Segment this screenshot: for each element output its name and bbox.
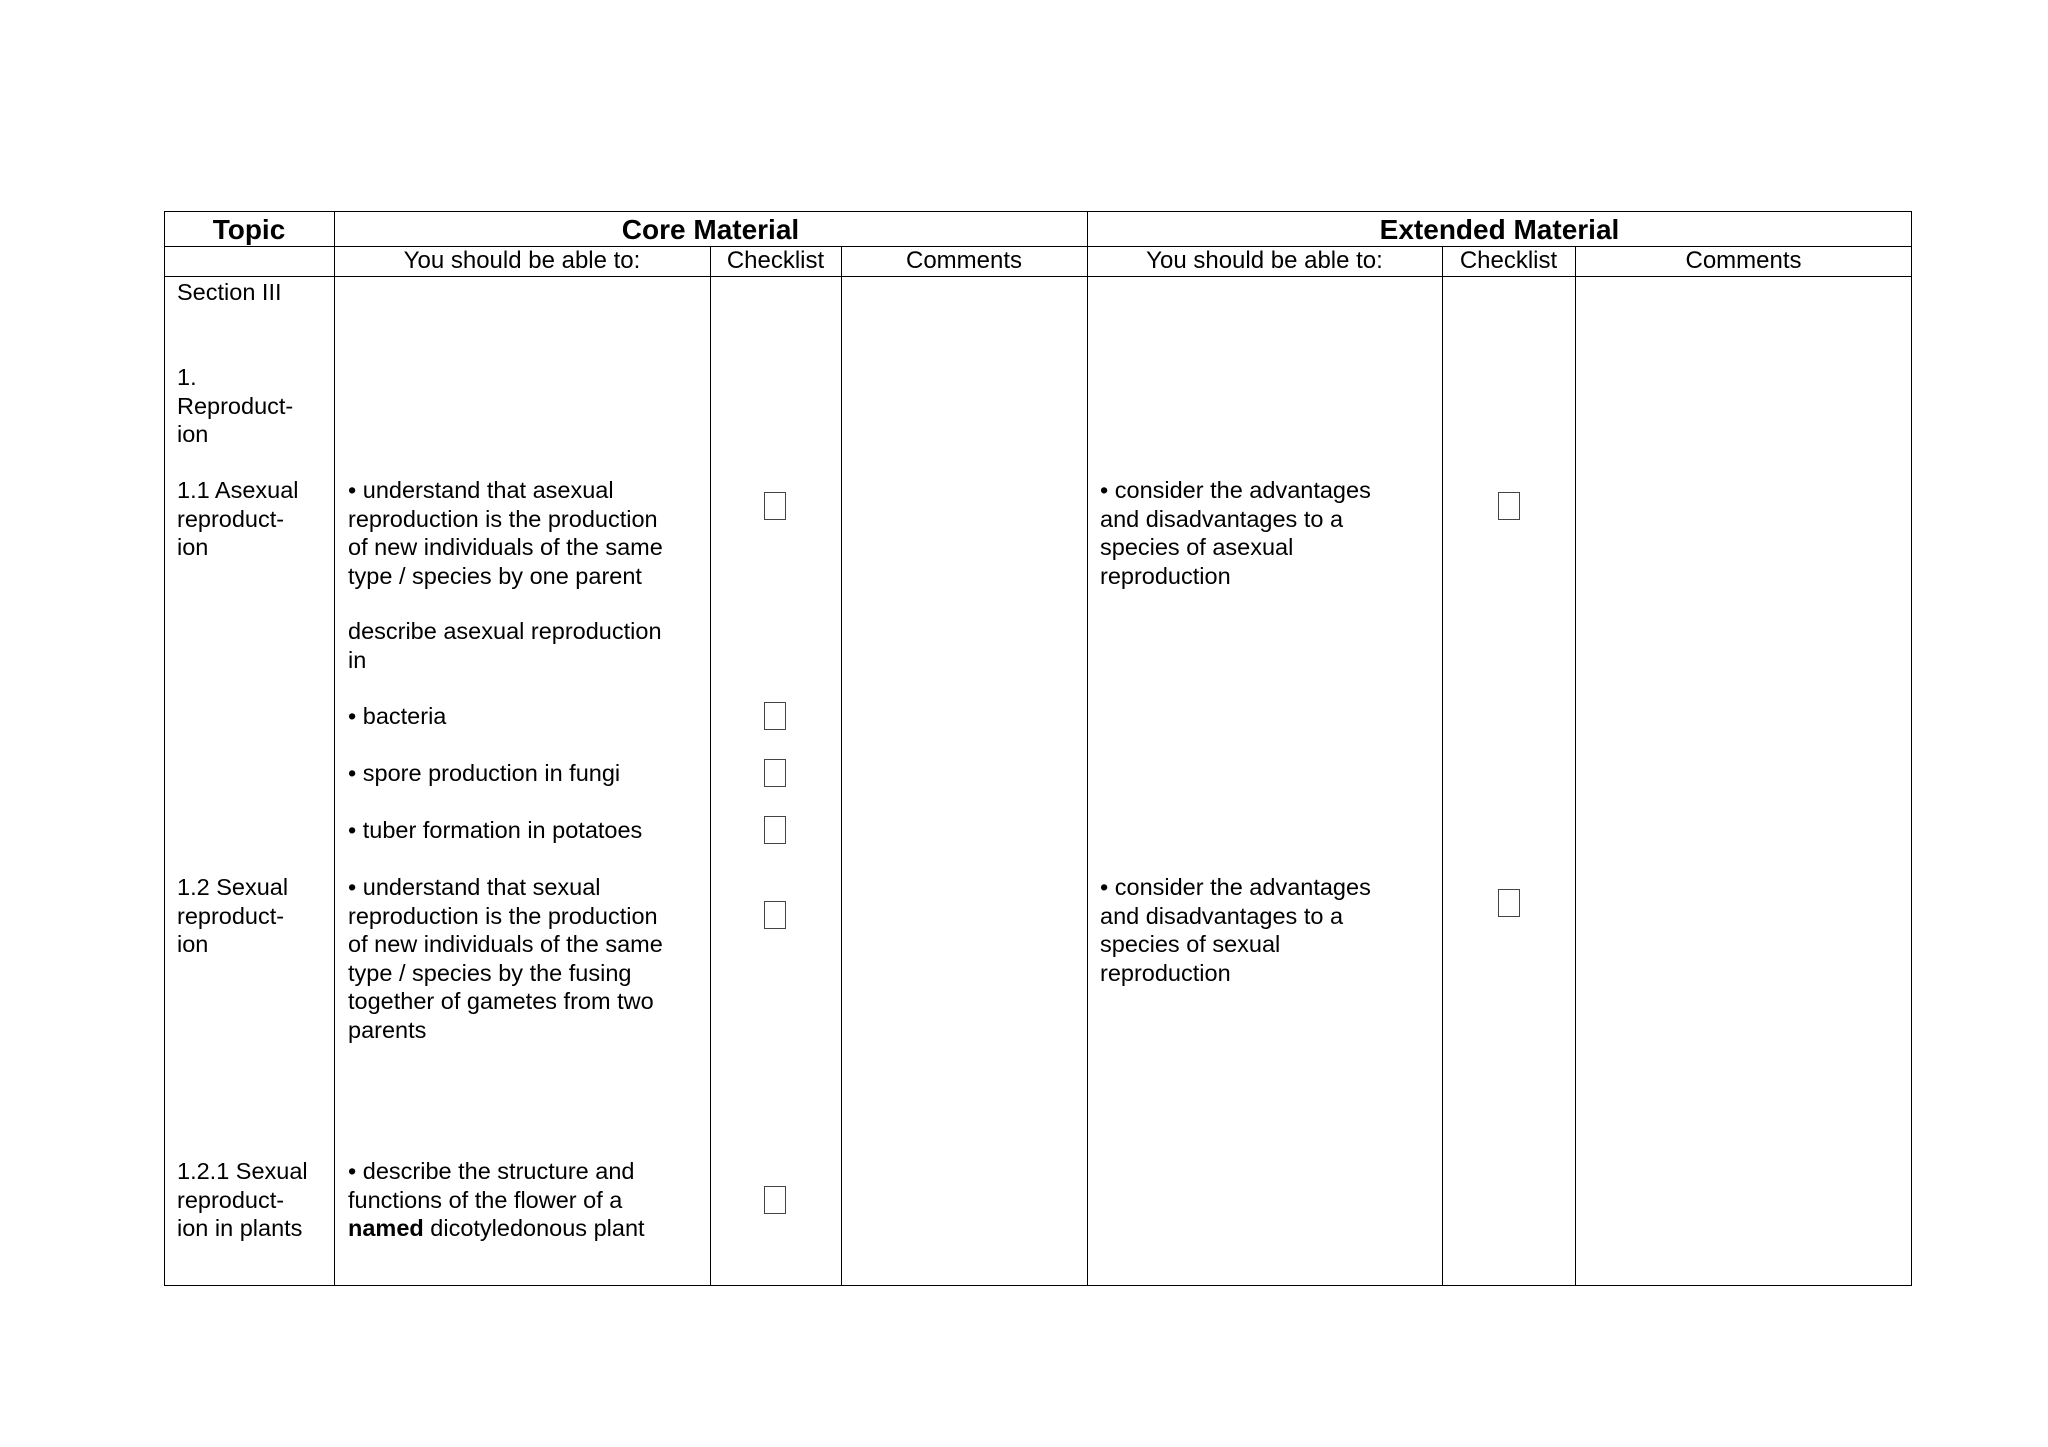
ext-checklist-divider: [1442, 246, 1443, 1286]
core-spore-production: • spore production in fungi: [348, 760, 621, 786]
topic-section: Section III: [177, 279, 282, 305]
core-bacteria: • bacteria: [348, 703, 447, 729]
core-checkbox-bacteria[interactable]: [764, 702, 786, 730]
core-tuber-formation: • tuber formation in potatoes: [348, 817, 643, 843]
core-col-able-to: You should be able to:: [403, 247, 641, 274]
core-checkbox-asexual[interactable]: [764, 492, 786, 520]
core-flower-structure: [348, 1157, 645, 1243]
ext-objective-asexual: • consider the advantages and disadvantages to a species of asexual reproduction: [1100, 477, 1371, 589]
topic-sexual: 1.2 Sexual reproduct- ion: [177, 874, 289, 957]
core-flower-text: • describe the structure and functions of the flower of a: [348, 1158, 635, 1213]
core-checkbox-flower[interactable]: [764, 1186, 786, 1214]
header-extended-material: Extended Material: [1379, 214, 1620, 245]
core-flower-suffix: dicotyledonous plant: [423, 1215, 645, 1241]
ext-col-comments: Comments: [1685, 247, 1802, 274]
core-checkbox-sexual[interactable]: [764, 901, 786, 929]
syllabus-table: [164, 211, 1912, 1286]
ext-comments-divider: [1575, 246, 1576, 1286]
subheader-divider: [164, 276, 1912, 277]
ext-checkbox-asexual[interactable]: [1498, 492, 1520, 520]
core-extended-divider: [1087, 211, 1088, 1286]
core-checklist-divider: [710, 246, 711, 1286]
core-col-comments: Comments: [905, 247, 1023, 274]
core-checkbox-fungi[interactable]: [764, 759, 786, 787]
header-core-material: Core Material: [621, 214, 800, 245]
core-col-checklist: Checklist: [726, 247, 825, 274]
topic-column-divider: [334, 211, 335, 1286]
ext-objective-sexual: • consider the advantages and disadvantages to a species of sexual reproduction: [1100, 874, 1371, 986]
core-checkbox-potatoes[interactable]: [764, 816, 786, 844]
core-objective-asexual: • understand that asexual reproduction is the production of new individuals of the same type / species by one parent: [348, 477, 663, 589]
ext-checkbox-sexual[interactable]: [1498, 889, 1520, 917]
topic-asexual: 1.1 Asexual reproduct- ion: [177, 477, 299, 560]
core-describe-asexual: describe asexual reproduction in: [348, 618, 662, 673]
header-topic: Topic: [212, 214, 286, 245]
core-comments-divider: [841, 246, 842, 1286]
topic-sexual-plants: 1.2.1 Sexual reproduct- ion in plants: [177, 1158, 308, 1241]
topic-reproduction: 1. Reproduct- ion: [177, 364, 294, 447]
ext-col-able-to: You should be able to:: [1146, 247, 1383, 274]
core-objective-sexual: • understand that sexual reproduction is the production of new individuals of the same type / species by the fusing together of gametes from two parents: [348, 874, 663, 1043]
core-flower-bold: named: [348, 1215, 424, 1241]
ext-col-checklist: Checklist: [1459, 247, 1558, 274]
